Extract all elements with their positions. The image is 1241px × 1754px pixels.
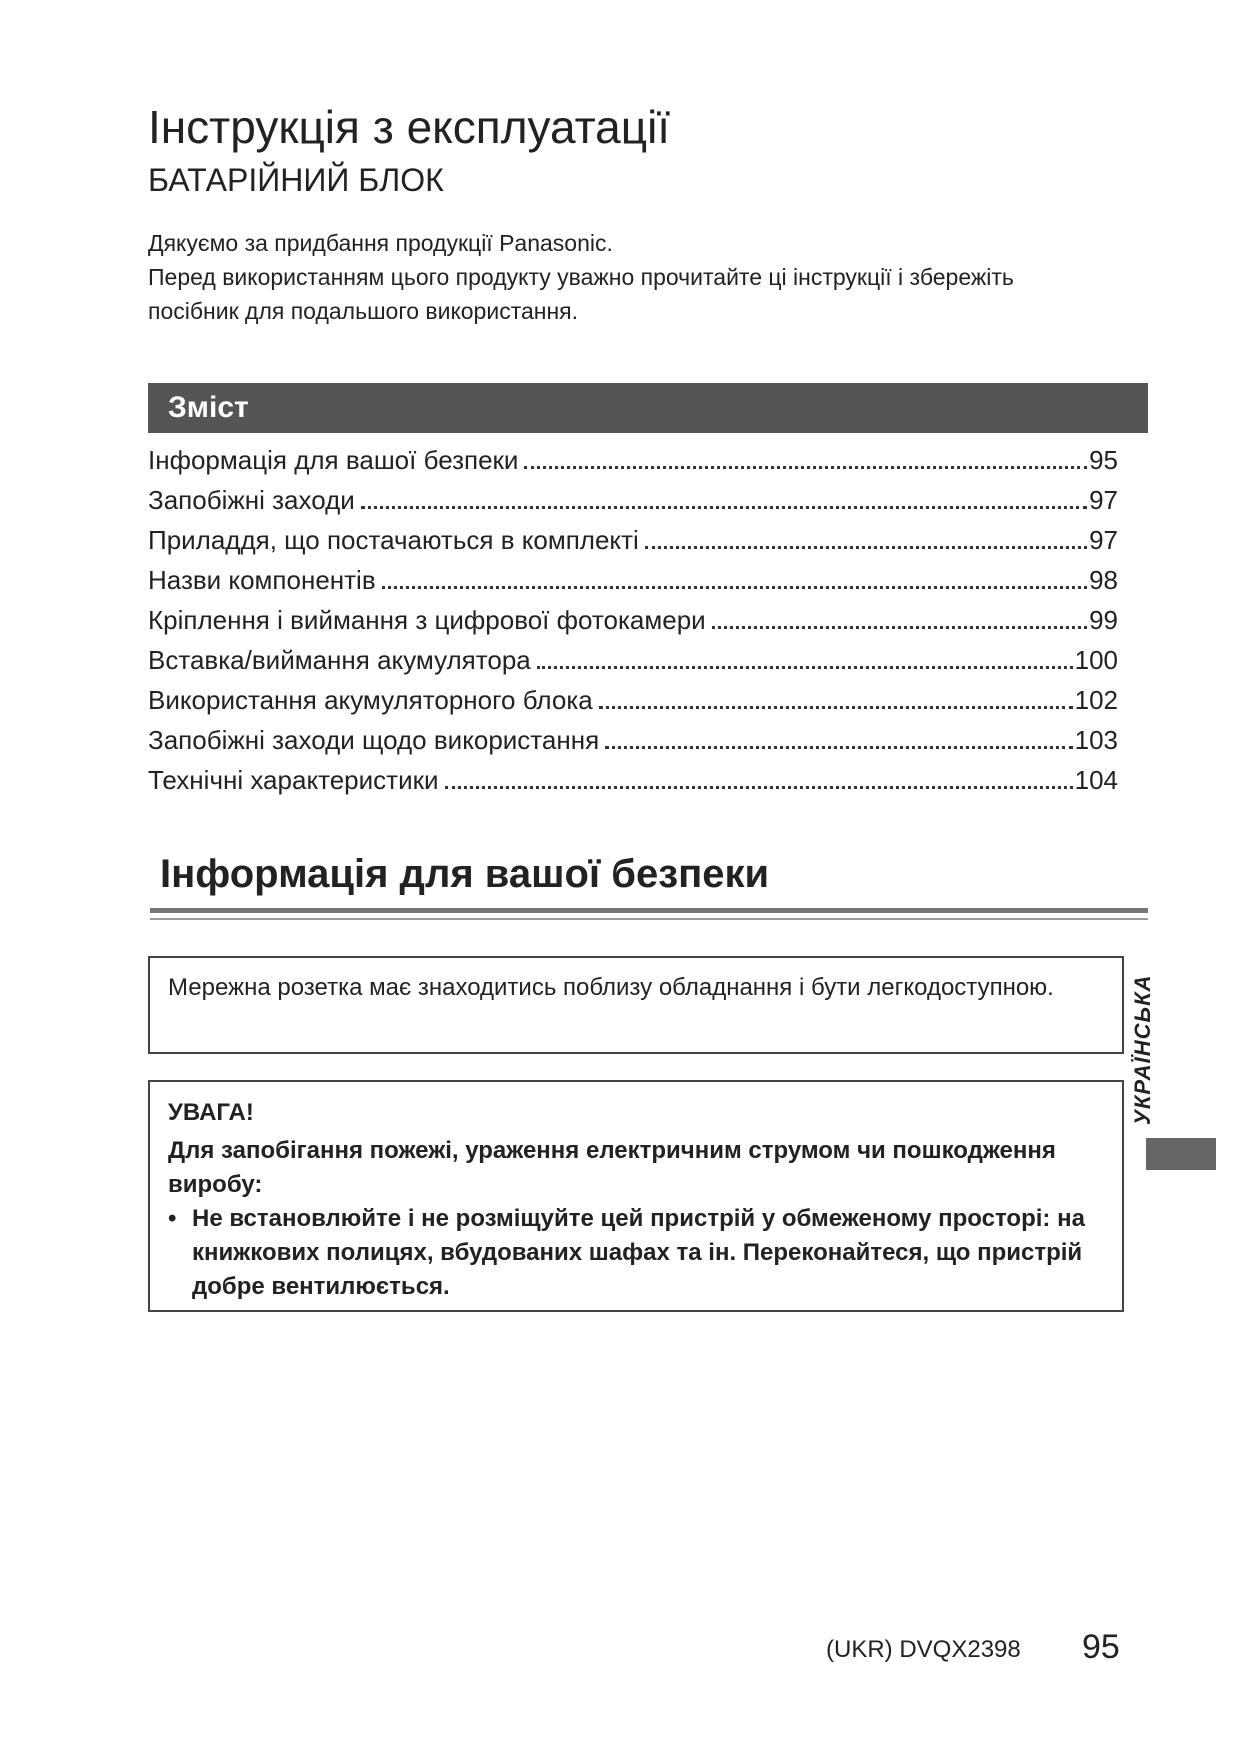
toc-item-page: 97 [1089,525,1118,555]
toc-item-label: Кріплення і виймання з цифрової фотокамери [148,605,706,635]
toc-leader [645,546,1087,549]
toc-item-label: Інформація для вашої безпеки [148,445,519,475]
toc-leader [361,506,1087,509]
toc-leader [605,746,1072,749]
toc-item-page: 102 [1074,685,1118,715]
safety-heading: Інформація для вашої безпеки [160,852,770,896]
toc-item[interactable] [148,560,1118,600]
warning-bullet [168,1202,1104,1304]
toc-item-page: 98 [1089,565,1118,595]
toc-item-label: Вставка/виймання акумулятора [148,645,531,675]
page-number: 95 [1082,1628,1120,1666]
language-tab-label: УКРАЇНСЬКА [1130,974,1155,1125]
toc-item-page: 104 [1074,765,1118,795]
language-tab-marker [1146,1138,1216,1170]
toc-leader [599,706,1073,709]
warning-box [148,1080,1124,1312]
intro-line-2: Перед використанням цього продукту уважно прочитайте ці інструкції і збережіть посібник для подальшого використання. [148,264,1014,324]
toc-item[interactable] [148,760,1118,800]
toc-item[interactable] [148,600,1118,640]
toc-item[interactable] [148,480,1118,520]
toc-item-page: 97 [1089,485,1118,515]
toc-item-page: 103 [1074,725,1118,755]
document-subtitle: БАТАРІЙНИЙ БЛОК [148,162,444,198]
warning-text: Для запобігання пожежі, ураження електричним струмом чи пошкодження виробу: [168,1137,1056,1198]
toc-heading: Зміст [148,383,1148,433]
toc-leader [524,466,1087,469]
intro-line-1: Дякуємо за придбання продукції Panasonic. [148,230,613,256]
toc-item-page: 95 [1089,445,1118,475]
toc-item-page: 99 [1089,605,1118,635]
document-title: Інструкція з експлуатації [148,101,671,153]
toc-leader [537,666,1073,669]
toc-item[interactable] [148,720,1118,760]
toc-item-label: Назви компонентів [148,565,376,595]
toc-item[interactable] [148,520,1118,560]
warning-bullet-text: Не встановлюйте і не розміщуйте цей пристрій у обмеженому просторі: на книжкових полицях, вбудованих шафах та ін. Переконайтеся, що пристрій добре вентилюється. [192,1205,1085,1300]
toc-item[interactable] [148,680,1118,720]
bullet-icon: • [168,1205,177,1232]
toc-item-label: Приладдя, що постачаються в комплекті [148,525,639,555]
heading-rule [150,908,1148,913]
toc-leader [712,626,1087,629]
toc-item-label: Технічні характеристики [148,765,439,795]
intro-text [148,226,1088,328]
toc-item[interactable] [148,640,1118,680]
notice-text: Мережна розетка має знаходитись поблизу обладнання і бути легкодоступною. [168,974,1054,1001]
toc-item-page: 100 [1074,645,1118,675]
heading-rule-thin [150,918,1148,920]
toc-leader [445,786,1073,789]
document-code: (UKR) DVQX2398 [826,1636,1021,1663]
toc-item-label: Запобіжні заходи [148,485,355,515]
toc-item[interactable] [148,440,1118,480]
toc-leader [382,586,1087,589]
toc-item-label: Запобіжні заходи щодо використання [148,725,600,755]
warning-title: УВАГА! [168,1099,254,1126]
table-of-contents [148,440,1118,800]
notice-box [148,956,1124,1054]
toc-item-label: Використання акумуляторного блока [148,685,593,715]
